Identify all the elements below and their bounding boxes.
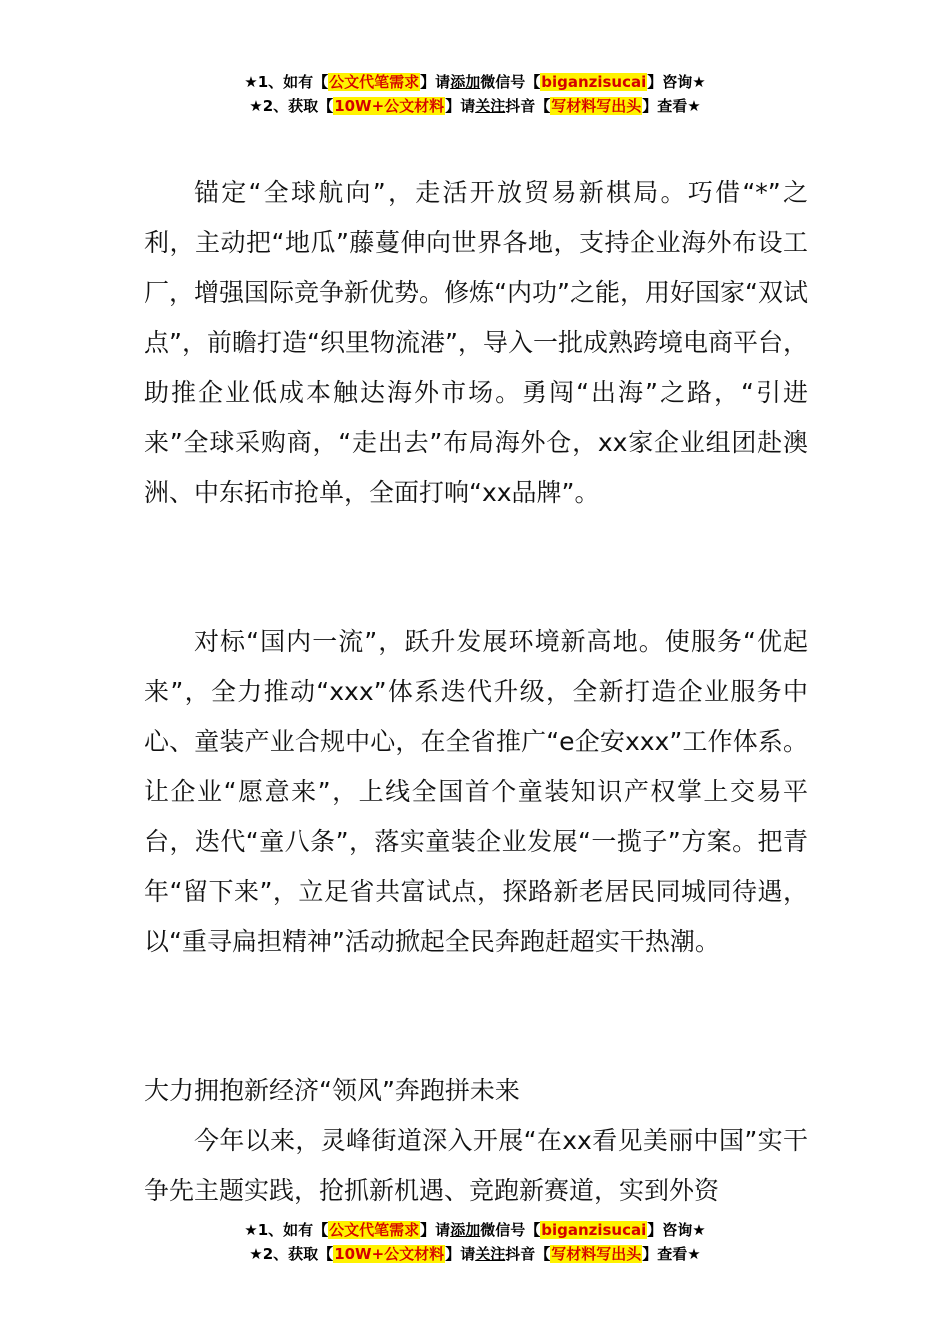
- banner-line-1: [0, 1218, 950, 1242]
- banner-text: 】咨询★: [647, 73, 706, 91]
- banner-highlight: 写材料写出头: [551, 1245, 642, 1263]
- banner-text: 】请: [445, 1245, 476, 1263]
- banner-line-1: [0, 70, 950, 94]
- banner-highlight: 公文代笔需求: [329, 1221, 420, 1239]
- banner-text: 】请: [420, 1221, 451, 1239]
- banner-text: ★2、获取【: [249, 97, 334, 115]
- paragraph-new-economy: 今年以来，灵峰街道深入开展“在xx看见美丽中国”实干争先主题实践，抢抓新机遇、竞跑新赛道，实到外资: [144, 1126, 808, 1205]
- banner-underlined: 关注: [475, 1245, 506, 1263]
- section-heading: 大力拥抱新经济“领风”奔跑拼未来: [144, 1076, 520, 1105]
- banner-text: 】咨询★: [647, 1221, 706, 1239]
- footer-banner: [0, 1218, 950, 1266]
- banner-line-2: [0, 94, 950, 118]
- banner-text: 】请: [445, 97, 476, 115]
- banner-highlight: 10W+公文材料: [334, 1245, 445, 1263]
- banner-highlight: 10W+公文材料: [334, 97, 445, 115]
- banner-highlight: biganzisucai: [541, 73, 647, 91]
- banner-text: ★1、如有【: [244, 1221, 329, 1239]
- paragraph-business-environment: 对标“国内一流”，跃升发展环境新高地。使服务“优起来”，全力推动“xxx”体系迭代升级，全新打造企业服务中心、童装产业合规中心，在全省推广“e企安xxx”工作体系。让企业“愿意来”，上线全国首个童装知识产权掌上交易平台，迭代“童八条”，落实童装企业发展“一揽子”方案。把青年“留下来”，立足省共富试点，探路新老居民同城同待遇，以“重寻扁担精神”活动掀起全民奔跑赶超实干热潮。: [144, 627, 808, 956]
- banner-text: 抖音【: [505, 97, 551, 115]
- banner-highlight: 公文代笔需求: [329, 73, 420, 91]
- banner-text: 抖音【: [505, 1245, 551, 1263]
- banner-text: ★2、获取【: [249, 1245, 334, 1263]
- banner-text: 】查看★: [642, 1245, 701, 1263]
- banner-underlined: 添加: [450, 73, 481, 91]
- banner-text: ★1、如有【: [244, 73, 329, 91]
- banner-underlined: 关注: [475, 97, 506, 115]
- banner-text: 微信号【: [480, 1221, 541, 1239]
- banner-text: 】查看★: [642, 97, 701, 115]
- banner-highlight: 写材料写出头: [551, 97, 642, 115]
- banner-text: 微信号【: [480, 73, 541, 91]
- banner-line-2: [0, 1242, 950, 1266]
- paragraph-global-trade: 锚定“全球航向”，走活开放贸易新棋局。巧借“*”之利，主动把“地瓜”藤蔓伸向世界各地，支持企业海外布设工厂，增强国际竞争新优势。修炼“内功”之能，用好国家“双试点”，前瞻打造“织里物流港”，导入一批成熟跨境电商平台，助推企业低成本触达海外市场。勇闯“出海”之路，“引进来”全球采购商，“走出去”布局海外仓，xx家企业组团赴澳洲、中东拓市抢单，全面打响“xx品牌”。: [144, 178, 808, 507]
- banner-underlined: 添加: [450, 1221, 481, 1239]
- banner-highlight: biganzisucai: [541, 1221, 647, 1239]
- banner-text: 】请: [420, 73, 451, 91]
- header-banner: [0, 70, 950, 118]
